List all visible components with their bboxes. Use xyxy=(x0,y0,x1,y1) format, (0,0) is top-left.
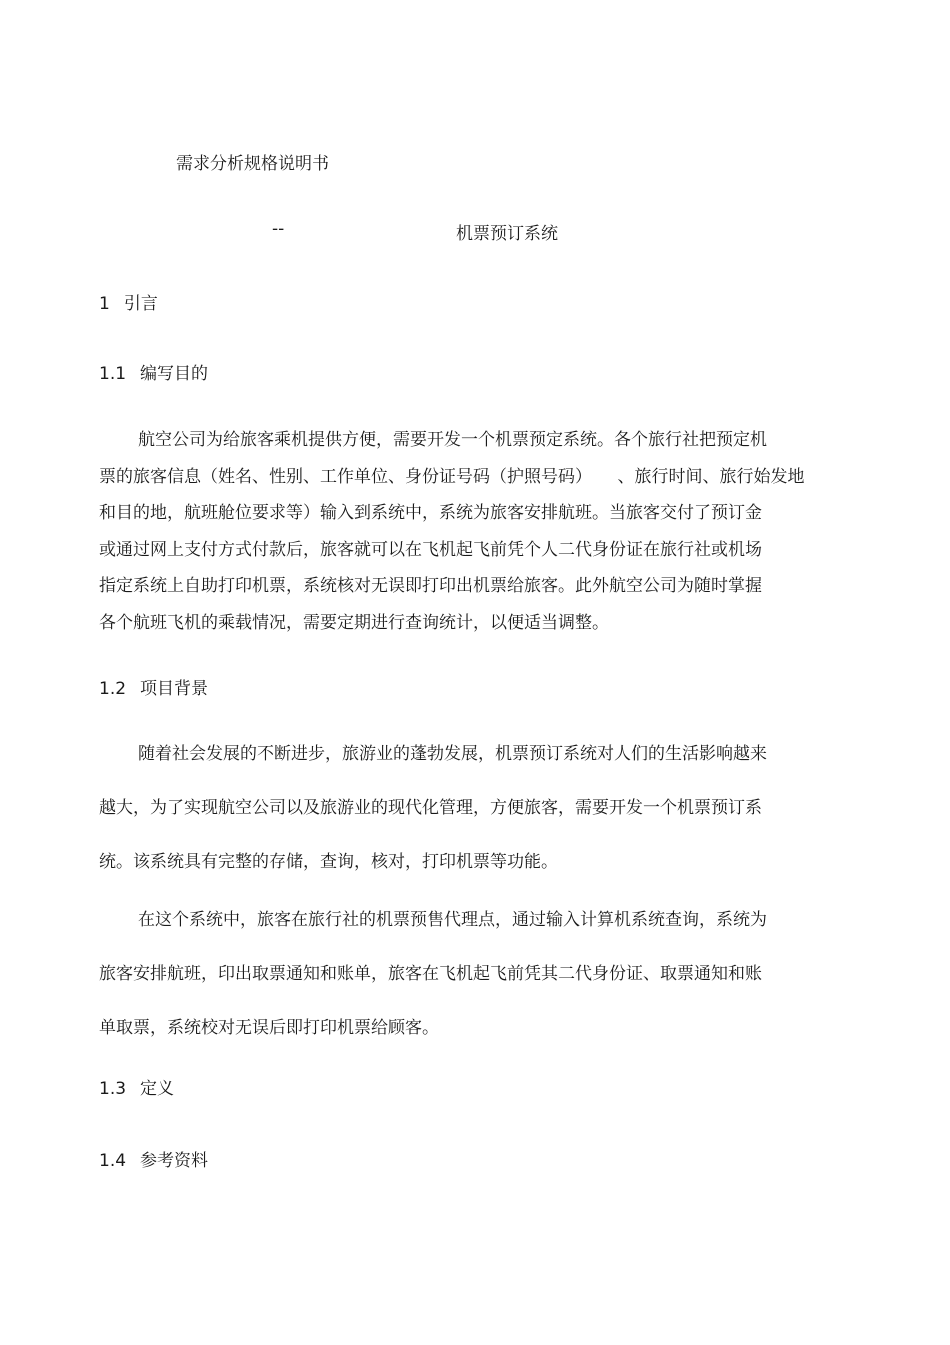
paragraph-line: 指定系统上自助打印机票，系统核对无误即打印出机票给旅客。此外航空公司为随时掌握 xyxy=(99,576,762,596)
paragraph-line: 越大，为了实现航空公司以及旅游业的现代化管理，方便旅客，需要开发一个机票预订系 xyxy=(99,798,762,818)
section-heading-1-2 xyxy=(99,674,208,699)
section-title: 引言 xyxy=(123,294,158,314)
paragraph-line: 和目的地，航班舱位要求等）输入到系统中，系统为旅客安排航班。当旅客交付了预订金 xyxy=(99,503,762,523)
paragraph-line: 统。该系统具有完整的存储，查询，核对，打印机票等功能。 xyxy=(99,852,558,872)
paragraph-line: 单取票，系统校对无误后即打印机票给顾客。 xyxy=(99,1018,439,1038)
section-number: 1.2 xyxy=(99,679,127,699)
document-subtitle: 机票预订系统 xyxy=(456,224,558,244)
purpose-paragraph xyxy=(99,422,859,641)
paragraph-line: 旅客安排航班，印出取票通知和账单，旅客在飞机起飞前凭其二代身份证、取票通知和账 xyxy=(99,964,762,984)
paragraph-line: 航空公司为给旅客乘机提供方便，需要开发一个机票预定系统。各个旅行社把预定机 xyxy=(138,430,767,450)
section-title: 定义 xyxy=(140,1079,175,1099)
document-title: 需求分析规格说明书 xyxy=(176,154,329,174)
subtitle-dash: -- xyxy=(272,219,285,239)
section-title: 项目背景 xyxy=(140,679,209,699)
background-paragraph-2 xyxy=(99,893,859,1055)
paragraph-line: 票的旅客信息（姓名、性别、工作单位、身份证号码（护照号码） 、旅行时间、旅行始发地 xyxy=(99,466,805,487)
section-heading-1-4 xyxy=(99,1146,208,1171)
section-number: 1.4 xyxy=(99,1151,127,1171)
section-title: 参考资料 xyxy=(140,1151,209,1171)
section-number: 1.3 xyxy=(99,1079,127,1099)
section-title: 编写目的 xyxy=(140,364,209,384)
background-paragraph-1 xyxy=(99,727,859,889)
section-heading-1-1 xyxy=(99,359,208,384)
section-number: 1 xyxy=(99,294,110,314)
paragraph-line: 各个航班飞机的乘载情况，需要定期进行查询统计，以便适当调整。 xyxy=(99,612,609,633)
section-heading-1 xyxy=(99,289,158,314)
section-number: 1.1 xyxy=(99,364,127,384)
paragraph-line: 在这个系统中，旅客在旅行社的机票预售代理点，通过输入计算机系统查询，系统为 xyxy=(138,910,767,930)
paragraph-line: 随着社会发展的不断进步，旅游业的蓬勃发展，机票预订系统对人们的生活影响越来 xyxy=(138,744,767,764)
paragraph-line: 或通过网上支付方式付款后，旅客就可以在飞机起飞前凭个人二代身份证在旅行社或机场 xyxy=(99,539,762,560)
section-heading-1-3 xyxy=(99,1074,174,1099)
